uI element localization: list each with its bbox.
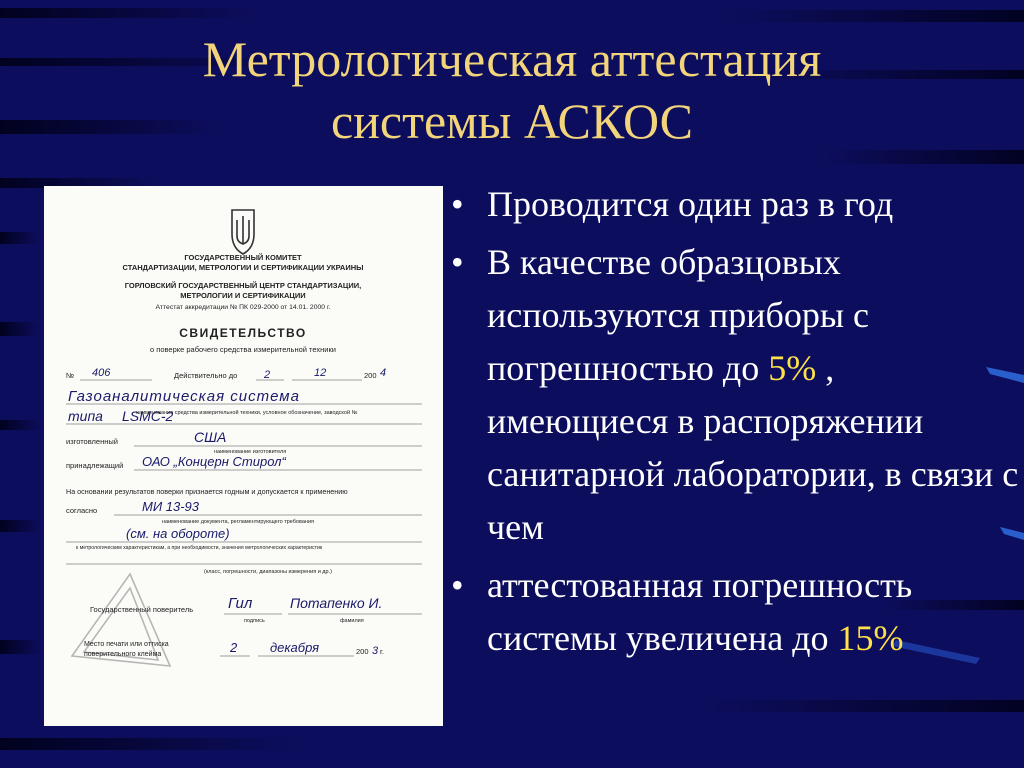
number-label: №: [66, 371, 75, 380]
caption-signature: подпись: [244, 618, 265, 624]
slide-title-line-2: системы АСКОС: [330, 93, 694, 149]
center-line-1: ГОРЛОВСКИЙ ГОСУДАРСТВЕННЫЙ ЦЕНТР СТАНДАРТИЗАЦИИ,: [124, 281, 362, 290]
highlight-15-percent: 15%: [837, 618, 904, 658]
date-year-suffix: 3: [372, 645, 379, 657]
valid-year-prefix: 200: [364, 371, 377, 380]
bullet-icon: •: [451, 184, 464, 224]
bullet-icon: •: [451, 565, 464, 605]
device-type-handwritten: LSMC-2: [122, 408, 174, 424]
certificate-scan: [44, 186, 443, 726]
org-line-1: ГОСУДАРСТВЕННЫЙ КОМИТЕТ: [184, 253, 302, 262]
bullet-text: аттестованная погрешность системы увеличена до: [487, 565, 913, 658]
per-label: согласно: [66, 506, 98, 515]
date-day: 2: [230, 640, 238, 655]
slide-title-line-1: Метрологическая аттестация: [202, 31, 822, 87]
accreditation-line: Аттестат аккредитации № ПК 029-2000 от 14.01. 2000 г.: [155, 304, 331, 311]
owner-label: принадлежащий: [66, 461, 124, 470]
slide-title: [0, 28, 1024, 152]
device-name-handwritten: Газоаналитическая система: [68, 388, 300, 405]
certificate-heading: СВИДЕТЕЛЬСТВО: [179, 326, 307, 340]
valid-year-suffix: 4: [380, 367, 387, 379]
verifier-signature: Гил: [228, 595, 253, 612]
bullet-text: В качестве образцовых используются приборы с погрешностью до: [487, 242, 870, 388]
org-line-2: СТАНДАРТИЗАЦИИ, МЕТРОЛОГИИ И СЕРТИФИКАЦИИ УКРАИНЫ: [122, 263, 364, 272]
caption-doc: наименование документа, регламентирующего требования: [162, 519, 314, 525]
made-label: изготовленный: [66, 437, 118, 446]
caption-name: фамилия: [340, 618, 364, 624]
bullet-text: Проводится один раз в год: [487, 184, 894, 224]
caption-characteristics: к метрологическим характеристикам, а при необходимости, значения метрологических характеристик: [76, 545, 323, 551]
note-value: (см. на обороте): [126, 526, 230, 541]
caption-made: наименование изготовителя: [214, 449, 287, 455]
bullet-item-once-a-year: [445, 178, 1020, 231]
verifier-label: Государственный поверитель: [90, 605, 194, 614]
number-value: 406: [92, 367, 111, 379]
bullet-list: [445, 178, 1020, 670]
date-month: декабря: [270, 640, 320, 655]
center-line-2: МЕТРОЛОГИИ И СЕРТИФИКАЦИИ: [180, 291, 306, 300]
valid-label: Действительно до: [174, 371, 238, 380]
valid-day: 2: [264, 369, 271, 381]
bullet-icon: •: [451, 242, 464, 282]
basis-text: На основании результатов поверки признается годным и допускается к применению: [66, 487, 348, 496]
bullet-item-certified-error: [445, 559, 1020, 665]
stamp-label-1: Место печати или оттиска: [84, 641, 169, 648]
made-value: США: [194, 429, 227, 445]
trident-emblem-icon: [232, 210, 254, 254]
date-year-prefix: 200: [356, 647, 369, 656]
device-type-prefix: типа: [68, 408, 103, 424]
caption-device: наименование средства измерительной техники, условное обозначение, заводской №: [136, 410, 358, 416]
verifier-name: Потапенко И.: [290, 595, 383, 611]
valid-month: 12: [314, 367, 327, 379]
bullet-item-reference-instruments: [445, 236, 1020, 554]
per-value: МИ 13-93: [142, 499, 199, 514]
owner-value: ОАО „Концерн Стирол“: [142, 454, 286, 469]
certificate-subheading: о поверке рабочего средства измерительной техники: [150, 345, 336, 354]
date-year-end: г.: [380, 647, 384, 656]
highlight-5-percent: 5%: [768, 348, 817, 388]
caption-class: (класс, погрешности, диапазоны измерения и др.): [204, 569, 332, 575]
bullet-text-continued: , имеющиеся в распоряжении санитарной лаборатории, в связи с чем: [487, 348, 1019, 547]
stamp-label-2: поверительного клейма: [84, 651, 162, 658]
